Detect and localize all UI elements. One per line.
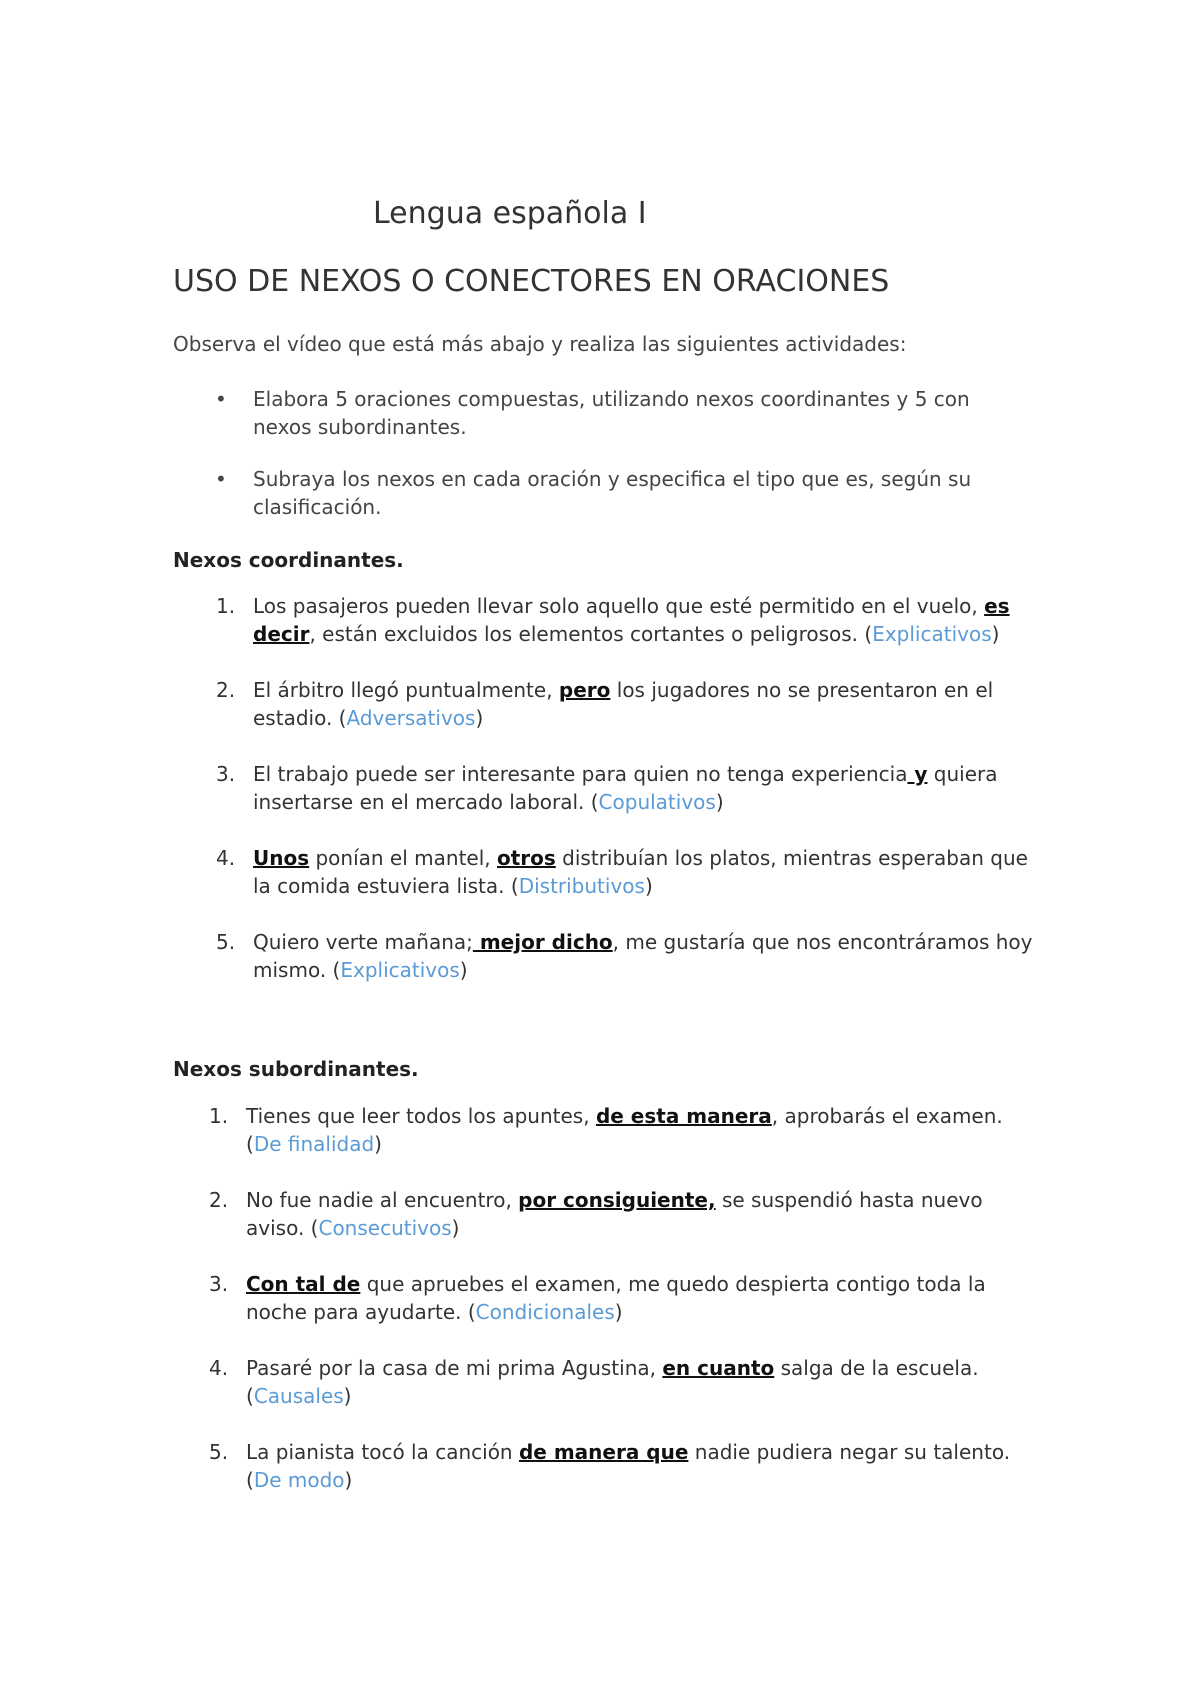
nexo-type: Condicionales (475, 1300, 615, 1324)
nexo-type: Adversativos (346, 706, 476, 730)
list-item (173, 592, 1033, 648)
list-item (173, 1354, 1033, 1410)
item-number: 2. (209, 1188, 229, 1212)
list-item (173, 928, 1033, 984)
item-number: 4. (209, 1356, 229, 1380)
sentence-text: , están excluidos los elementos cortantes o peligrosos. ( (309, 622, 873, 646)
instruction-item (173, 385, 1033, 441)
bullet-icon: • (215, 467, 227, 491)
close-paren: ) (475, 706, 484, 730)
close-paren: ) (344, 1468, 353, 1492)
close-paren: ) (644, 874, 653, 898)
nexo-underlined: pero (558, 678, 611, 702)
nexo-type: De finalidad (253, 1132, 375, 1156)
nexo-type: Consecutivos (318, 1216, 452, 1240)
nexo-type: Causales (253, 1384, 344, 1408)
item-number: 4. (216, 846, 236, 870)
sentence-text: El árbitro llegó puntualmente, (253, 678, 559, 702)
nexo-underlined: Con tal de (246, 1272, 361, 1296)
sentence-text: ponían el mantel, (309, 846, 497, 870)
sentence-text: los jugadores no se presentaron en el estadio. ( (253, 678, 994, 730)
sentence-text: nadie pudiera negar su talento. ( (246, 1440, 1011, 1492)
sentence-text: , aprobarás el examen. ( (246, 1104, 1003, 1156)
instruction-text: Subraya los nexos en cada oración y especifica el tipo que es, según su clasificación. (253, 467, 972, 519)
section-title-coordinantes: Nexos coordinantes. (173, 548, 404, 572)
sentence-text: que apruebes el examen, me quedo despierta contigo toda la noche para ayudarte. ( (246, 1272, 986, 1324)
close-paren: ) (374, 1132, 382, 1156)
list-item (173, 1102, 1033, 1158)
nexo-underlined: otros (497, 846, 556, 870)
sentence-text: se suspendió hasta nuevo aviso. ( (246, 1188, 983, 1240)
nexo-underlined: y (907, 762, 928, 786)
nexo-type: Explicativos (340, 958, 460, 982)
nexo-type: Distributivos (518, 874, 645, 898)
instruction-text: Elabora 5 oraciones compuestas, utilizando nexos coordinantes y 5 con nexos subordinantes. (253, 387, 970, 439)
instructions-list (173, 385, 1033, 545)
sentence-text: Tienes que leer todos los apuntes, (246, 1104, 596, 1128)
nexo-type: De modo (253, 1468, 345, 1492)
list-item (173, 1186, 1033, 1242)
section-title-subordinantes: Nexos subordinantes. (173, 1057, 419, 1081)
nexo-underlined: en cuanto (662, 1356, 775, 1380)
nexo-underlined: de esta manera (595, 1104, 772, 1128)
sentence-text: distribuían los platos, mientras esperaban que la comida estuviera lista. ( (253, 846, 1028, 898)
sentence-text: , me gustaría que nos encontráramos hoy mismo. ( (253, 930, 1033, 982)
item-number: 3. (216, 762, 236, 786)
nexo-underlined: de manera que (518, 1440, 689, 1464)
list-item (173, 676, 1033, 732)
item-number: 5. (209, 1440, 229, 1464)
nexo-type: Explicativos (872, 622, 992, 646)
close-paren: ) (715, 790, 724, 814)
item-number: 2. (216, 678, 236, 702)
subordinantes-list (173, 1102, 1033, 1522)
sentence-text: salga de la escuela. ( (246, 1356, 979, 1408)
item-number: 5. (216, 930, 236, 954)
close-paren: ) (614, 1300, 623, 1324)
sentence-text: La pianista tocó la canción (246, 1440, 519, 1464)
bullet-icon: • (215, 387, 227, 411)
document-title: Lengua española I (373, 196, 647, 231)
sentence-text: Quiero verte mañana; (253, 930, 473, 954)
coordinantes-list (173, 592, 1033, 1012)
list-item (173, 1438, 1033, 1494)
nexo-underlined: mejor dicho (472, 930, 613, 954)
list-item (173, 760, 1033, 816)
intro-text: Observa el vídeo que está más abajo y realiza las siguientes actividades: (173, 332, 907, 356)
sentence-text: Pasaré por la casa de mi prima Agustina, (246, 1356, 663, 1380)
close-paren: ) (343, 1384, 352, 1408)
close-paren: ) (991, 622, 1000, 646)
item-number: 1. (209, 1104, 229, 1128)
nexo-type: Copulativos (598, 790, 716, 814)
item-number: 1. (216, 594, 236, 618)
instruction-item (173, 465, 1033, 521)
nexo-underlined: es decir (253, 594, 1010, 646)
close-paren: ) (451, 1216, 460, 1240)
sentence-text: Los pasajeros pueden llevar solo aquello que esté permitido en el vuelo, (253, 594, 985, 618)
document-heading: USO DE NEXOS O CONECTORES EN ORACIONES (173, 264, 890, 299)
item-number: 3. (209, 1272, 229, 1296)
nexo-underlined: por consiguiente, (518, 1188, 716, 1212)
sentence-text: quiera insertarse en el mercado laboral. ( (253, 762, 998, 814)
sentence-text: El trabajo puede ser interesante para quien no tenga experiencia (253, 762, 908, 786)
list-item (173, 1270, 1033, 1326)
sentence-text: No fue nadie al encuentro, (246, 1188, 519, 1212)
nexo-underlined: Unos (253, 846, 310, 870)
list-item (173, 844, 1033, 900)
close-paren: ) (459, 958, 468, 982)
